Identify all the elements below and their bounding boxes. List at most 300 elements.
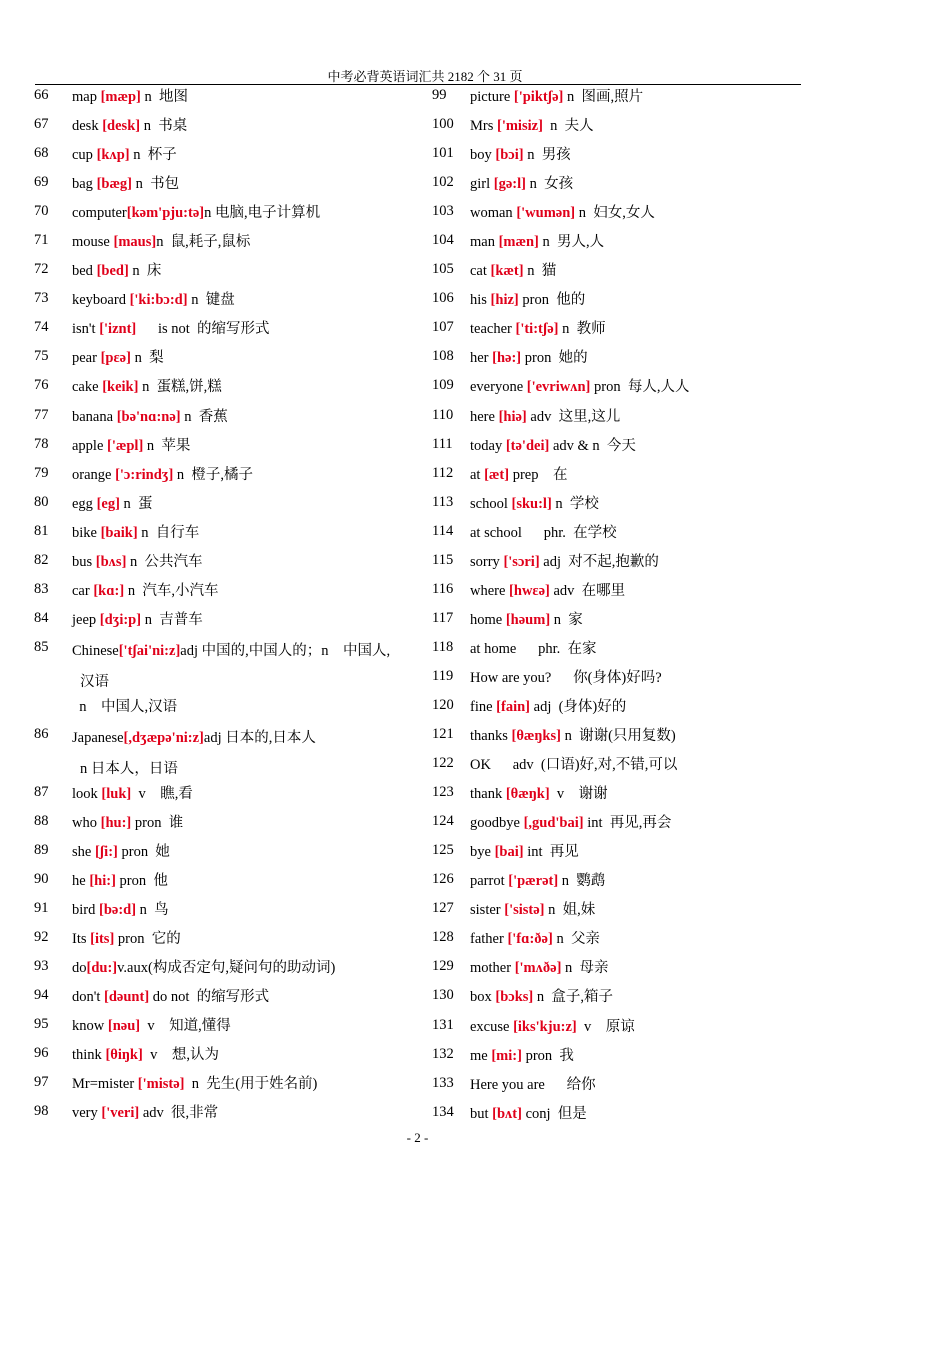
vocab-entry (34, 488, 434, 517)
entry-word: school (470, 495, 512, 512)
entry-definition: 给你 (544, 1076, 596, 1093)
entry-phonetic: [bed] (96, 263, 129, 280)
entry-number: 110 (432, 406, 454, 423)
vocab-entry (34, 313, 434, 342)
entry-text (470, 811, 832, 832)
entry-phonetic: [hiz] (490, 292, 519, 309)
entry-word: parrot (470, 873, 509, 890)
vocab-entry (34, 952, 434, 981)
entry-word: OK (470, 757, 491, 774)
entry-number: 102 (432, 174, 454, 191)
vocab-entry (432, 546, 832, 575)
entry-definition: pron 他 (115, 873, 168, 890)
entry-phonetic: [kəm'pju:tə] (126, 205, 205, 222)
entry-definition: n 学校 (551, 495, 599, 512)
entry-number: 86 (34, 725, 49, 742)
vocab-entry (432, 604, 832, 633)
entry-word: cat (470, 263, 491, 280)
vocab-entry (432, 1069, 832, 1098)
entry-word: do (72, 960, 87, 977)
entry-number: 108 (432, 348, 454, 365)
entry-text (72, 608, 434, 629)
entry-definition: 你(身体)好吗? (551, 669, 662, 686)
vocab-entry (34, 720, 434, 778)
entry-text (470, 230, 832, 251)
entry-definition: conj 但是 (521, 1105, 587, 1122)
entry-text (470, 521, 832, 542)
entry-phonetic: [,dʒæpə'ni:z] (123, 729, 204, 746)
entry-number: 68 (34, 145, 49, 162)
entry-word: father (470, 931, 508, 948)
entry-phonetic: [hwεə] (509, 582, 550, 599)
entry-text (470, 898, 832, 919)
vocab-entry (34, 1039, 434, 1068)
vocab-entry (34, 865, 434, 894)
entry-phonetic: [dəunt] (104, 989, 150, 1006)
entry-text (72, 1043, 434, 1064)
vocab-entry (432, 865, 832, 894)
entry-word: think (72, 1047, 106, 1064)
entry-text (470, 956, 832, 977)
entry-number: 82 (34, 551, 49, 568)
entry-definition: n 夫人 (542, 118, 594, 135)
entry-word: teacher (470, 321, 516, 338)
entry-phonetic: [kæt] (490, 263, 524, 280)
entry-number: 120 (432, 697, 454, 713)
entry-definition: int 再见 (523, 844, 579, 861)
entry-definition: v 知道,懂得 (140, 1018, 231, 1035)
entry-word: excuse (470, 1018, 514, 1035)
vocab-entry (432, 633, 832, 662)
vocab-entry (432, 1011, 832, 1040)
entry-number: 104 (432, 232, 454, 249)
entry-definition: adj 对不起,抱歉的 (539, 553, 659, 570)
entry-word: Japanese (72, 729, 124, 746)
entry-definition: n 床 (128, 263, 162, 280)
vocab-entry (34, 633, 434, 691)
vocab-entry (34, 459, 434, 488)
entry-word: egg (72, 495, 97, 512)
vocab-entry (432, 110, 832, 139)
vocab-entry (34, 110, 434, 139)
entry-phonetic: ['iznt] (99, 321, 137, 338)
entry-word: girl (470, 176, 494, 193)
entry-word: box (470, 989, 496, 1006)
entry-number: 124 (432, 813, 454, 830)
vocab-entry (432, 720, 832, 749)
entry-definition: n 猫 (523, 263, 557, 280)
entry-definition: do not 的缩写形式 (149, 989, 270, 1006)
entry-number: 105 (432, 261, 454, 278)
entry-definition: n 书包 (132, 176, 180, 193)
entry-number: 85 (34, 638, 49, 655)
entry-definition: pron 她的 (521, 350, 588, 367)
entry-text (72, 521, 434, 542)
entry-word: orange (72, 466, 116, 483)
entry-text (72, 434, 434, 455)
entry-number: 99 (432, 87, 447, 104)
entry-number: 101 (432, 145, 454, 162)
entry-word: here (470, 408, 499, 425)
entry-phonetic: [hi:] (89, 873, 116, 890)
vocab-entry (432, 517, 832, 546)
vocab-entry (34, 546, 434, 575)
entry-phonetic: [həum] (505, 611, 551, 628)
entry-number: 98 (34, 1103, 49, 1120)
entry-number: 93 (34, 958, 49, 975)
entry-number: 95 (34, 1016, 49, 1033)
entry-phonetic: [kʌp] (96, 147, 130, 164)
entry-phonetic: [θæŋk] (505, 786, 550, 803)
vocab-entry (34, 517, 434, 546)
entry-number: 77 (34, 406, 49, 423)
entry-number: 78 (34, 435, 49, 452)
entry-definition: n 苹果 (143, 437, 191, 454)
entry-text (72, 927, 434, 948)
vocab-entry (432, 981, 832, 1010)
entry-number: 96 (34, 1045, 49, 1062)
vocab-entry (34, 691, 434, 720)
vocab-entry (432, 778, 832, 807)
entry-text (470, 434, 832, 455)
vocab-entry (432, 430, 832, 459)
entry-phonetic: ['tʃai'ni:z] (118, 642, 181, 659)
entry-definition: prep 在 (509, 466, 568, 483)
vocab-entry (34, 139, 434, 168)
entry-definition: phr. 在家 (516, 640, 597, 657)
entry-phonetic: [bʌt] (492, 1105, 522, 1122)
entry-phonetic: [mæp] (100, 89, 141, 106)
entry-definition: n 电脑,电子计算机 (204, 205, 321, 222)
entry-word: thank (470, 786, 506, 803)
entry-text (470, 637, 832, 658)
entry-phonetic: [bɔks] (495, 989, 534, 1006)
entry-word: she (72, 844, 95, 861)
entry-definition: pron 每人,人人 (590, 379, 690, 396)
entry-continuation: n 日本人，日语 (80, 760, 178, 777)
entry-text (470, 1015, 832, 1036)
entry-definition: adv (口语)好,对,不错,可以 (490, 757, 678, 774)
entry-phonetic: ['sistə] (504, 902, 545, 919)
entry-text (470, 695, 832, 716)
entry-text (470, 85, 832, 106)
entry-phonetic: [iks'kju:z] (513, 1018, 577, 1035)
entry-phonetic: [mæn] (498, 234, 539, 251)
entry-phonetic: [gə:l] (493, 176, 526, 193)
vocab-entry (34, 807, 434, 836)
entry-number: 134 (432, 1103, 454, 1120)
entry-word: apple (72, 437, 108, 454)
entry-phonetic: [eg] (96, 495, 120, 512)
entry-text (470, 492, 832, 513)
entry-definition: adv 很,非常 (139, 1105, 219, 1122)
entry-number: 89 (34, 842, 49, 859)
entry-text (72, 898, 434, 919)
entry-number: 80 (34, 493, 49, 510)
entry-word: banana (72, 408, 117, 425)
entry-number: 76 (34, 377, 49, 394)
entry-definition: n 谢谢(只用复数) (560, 728, 676, 745)
entry-text (72, 463, 434, 484)
entry-text (72, 726, 434, 778)
entry-definition: n 盒子,箱子 (533, 989, 613, 1006)
entry-word: fine (470, 699, 497, 715)
entry-definition: n 自行车 (137, 524, 200, 541)
entry-definition: n 鹦鹉 (558, 873, 606, 890)
entry-word: man (470, 234, 499, 251)
entry-phonetic: [bæg] (96, 176, 133, 193)
entry-text (470, 463, 832, 484)
entry-word: Its (72, 931, 91, 948)
entry-phonetic: [tə'dei] (505, 437, 550, 454)
vocab-entry (34, 81, 434, 110)
vocab-entry (34, 168, 434, 197)
entry-word: computer (72, 205, 127, 222)
entry-word: bed (72, 263, 97, 280)
entry-phonetic: [desk] (102, 118, 141, 135)
entry-definition: n 地图 (140, 89, 188, 106)
entry-number: 107 (432, 319, 454, 336)
vocab-entry (34, 342, 434, 371)
entry-word: Here you are (470, 1076, 545, 1093)
entry-phonetic: [ʃi:] (94, 844, 118, 861)
vocab-entry (34, 284, 434, 313)
entry-phonetic: ['veri] (101, 1105, 140, 1122)
entry-number: 128 (432, 929, 454, 946)
entry-text (72, 811, 434, 832)
entry-word: he (72, 873, 90, 890)
vocab-entry (432, 255, 832, 284)
entry-word: but (470, 1105, 493, 1122)
entry-definition: n 中国人,汉语 (72, 698, 178, 715)
entry-text (72, 579, 434, 600)
entry-text (72, 259, 434, 280)
entry-word: desk (72, 118, 103, 135)
entry-phonetic: ['evriwʌn] (526, 379, 591, 396)
vocab-entry (432, 575, 832, 604)
vocab-entry (432, 691, 832, 720)
entry-phonetic: [hə:] (492, 350, 522, 367)
entry-text (72, 492, 434, 513)
entry-word: sorry (470, 553, 504, 570)
entry-text (72, 230, 434, 251)
entry-definition: pron 它的 (114, 931, 181, 948)
entry-text (470, 1102, 832, 1123)
entry-number: 109 (432, 377, 454, 394)
entry-number: 84 (34, 609, 49, 626)
vocab-entry (432, 894, 832, 923)
entry-phonetic: [baik] (100, 524, 138, 541)
entry-phonetic: ['pærət] (508, 873, 559, 890)
entry-number: 70 (34, 203, 49, 220)
entry-number: 72 (34, 261, 49, 278)
entry-text (72, 550, 434, 571)
entry-definition: pron 他的 (518, 292, 586, 309)
vocab-entry (432, 284, 832, 313)
entry-definition: n 橙子,橘子 (173, 466, 254, 483)
entry-text (470, 375, 832, 396)
entry-text (72, 1101, 434, 1122)
entry-phonetic: [its] (90, 931, 115, 948)
entry-number: 69 (34, 174, 49, 191)
vocab-entry (34, 836, 434, 865)
entry-word: Mrs (470, 118, 497, 135)
entry-number: 79 (34, 464, 49, 481)
entry-word: home (470, 611, 506, 628)
entry-definition: v 瞧,看 (131, 785, 193, 802)
entry-number: 127 (432, 900, 454, 917)
entry-text (470, 666, 832, 687)
vocab-entry (34, 371, 434, 400)
vocab-column-left (34, 81, 434, 1127)
entry-text (470, 172, 832, 193)
entry-definition: n 蛋糕,饼,糕 (138, 379, 222, 396)
entry-definition: n 杯子 (129, 147, 177, 164)
entry-number: 125 (432, 842, 454, 859)
entry-phonetic: [nəu] (107, 1018, 141, 1035)
entry-text (72, 346, 434, 367)
entry-text (470, 405, 832, 426)
entry-definition: n 蛋 (119, 495, 153, 512)
vocab-entry (432, 81, 832, 110)
entry-number: 130 (432, 987, 454, 1004)
entry-text (470, 114, 832, 135)
entry-text (470, 724, 832, 745)
entry-phonetic: ['ki:bɔ:d] (129, 292, 188, 309)
entry-text (72, 375, 434, 396)
entry-word: cake (72, 379, 103, 396)
vocab-entry (34, 430, 434, 459)
entry-word: at home (470, 640, 517, 657)
entry-text (470, 143, 832, 164)
entry-definition: adv 这里,这儿 (526, 408, 621, 425)
entry-phonetic: [hu:] (100, 815, 132, 831)
entry-text (470, 608, 832, 629)
entry-phonetic: [bɔi] (495, 147, 524, 164)
entry-text (72, 1014, 434, 1035)
page-footer: - 2 - (406, 1130, 429, 1145)
entry-word: look (72, 785, 102, 802)
entry-word: Chinese (72, 642, 119, 659)
entry-text (470, 927, 832, 948)
entry-text (72, 201, 434, 222)
entry-number: 75 (34, 348, 49, 365)
entry-definition: int 再见,再会 (583, 815, 672, 832)
entry-text (72, 869, 434, 890)
vocab-entry (432, 1098, 832, 1127)
vocab-entry (34, 981, 434, 1010)
entry-word: Mr=mister (72, 1076, 138, 1093)
entry-number: 115 (432, 551, 454, 568)
entry-text (72, 985, 434, 1006)
entry-continuation: 汉语 (80, 673, 109, 690)
vocab-entry (432, 836, 832, 865)
entry-text (470, 288, 832, 309)
vocab-column-right (432, 81, 832, 1127)
entry-number: 71 (34, 232, 49, 249)
entry-definition: is not 的缩写形式 (136, 321, 270, 338)
entry-definition: phr. 在学校 (521, 524, 617, 541)
entry-text (72, 85, 434, 106)
entry-definition: n 姐,妹 (544, 902, 596, 919)
entry-word: today (470, 437, 506, 454)
entry-text (470, 840, 832, 861)
entry-definition: v 原谅 (576, 1018, 635, 1035)
entry-phonetic: ['ti:tʃə] (515, 321, 559, 338)
entry-text (470, 317, 832, 338)
entry-definition: n 父亲 (552, 931, 600, 948)
entry-text (470, 869, 832, 890)
entry-definition: n 先生(用于姓名前) (184, 1076, 318, 1093)
entry-word: at (470, 466, 485, 483)
entry-definition: n 图画,照片 (563, 89, 644, 106)
entry-text (470, 782, 832, 803)
entry-text (72, 172, 434, 193)
vocab-entry (432, 662, 832, 691)
entry-phonetic: ['wumən] (516, 205, 576, 222)
vocab-entry (34, 255, 434, 284)
entry-text (470, 346, 832, 367)
entry-word: everyone (470, 379, 527, 396)
entry-number: 119 (432, 667, 454, 684)
entry-definition: n 妇女,女人 (575, 205, 655, 222)
entry-word: who (72, 815, 101, 831)
vocab-entry (34, 604, 434, 633)
entry-number: 113 (432, 493, 454, 510)
entry-phonetic: [bə'nɑ:nə] (116, 408, 181, 425)
entry-word: sister (470, 902, 505, 919)
entry-word: keyboard (72, 292, 130, 309)
vocab-entry (432, 1040, 832, 1069)
entry-phonetic: [keik] (102, 379, 139, 396)
entry-number: 103 (432, 203, 454, 220)
vocab-entry (432, 313, 832, 342)
vocab-entry (432, 401, 832, 430)
entry-phonetic: [luk] (101, 785, 132, 802)
entry-definition: adj (身体)好的 (530, 699, 627, 715)
entry-word: boy (470, 147, 496, 164)
entry-phonetic: [fain] (496, 699, 531, 715)
entry-phonetic: [pεə] (100, 350, 131, 367)
vocab-entry (34, 226, 434, 255)
entry-phonetic: ['mistə] (137, 1076, 185, 1093)
entry-phonetic: [maus] (113, 234, 157, 251)
entry-definition: adv 在哪里 (549, 582, 626, 599)
entry-word: jeep (72, 611, 100, 628)
vocab-entry (34, 197, 434, 226)
entry-number: 112 (432, 464, 454, 481)
entry-phonetic: [θiŋk] (105, 1047, 143, 1064)
entry-phonetic: ['sɔri] (503, 553, 540, 570)
entry-number: 97 (34, 1074, 49, 1091)
entry-number: 118 (432, 638, 454, 655)
entry-word: bike (72, 524, 101, 541)
entry-word: very (72, 1105, 102, 1122)
entry-number: 73 (34, 290, 49, 307)
entry-number: 123 (432, 784, 454, 801)
entry-number: 91 (34, 900, 49, 917)
entry-word: pear (72, 350, 101, 367)
entry-word: picture (470, 89, 514, 106)
vocab-entry (432, 952, 832, 981)
entry-phonetic: ['fɑ:ðə] (507, 931, 553, 948)
entry-number: 67 (34, 116, 49, 133)
entry-text (470, 1044, 832, 1065)
vocab-entry (432, 807, 832, 836)
entry-word: his (470, 292, 491, 309)
entry-word: at school (470, 524, 522, 541)
entry-definition: n 男孩 (523, 147, 571, 164)
